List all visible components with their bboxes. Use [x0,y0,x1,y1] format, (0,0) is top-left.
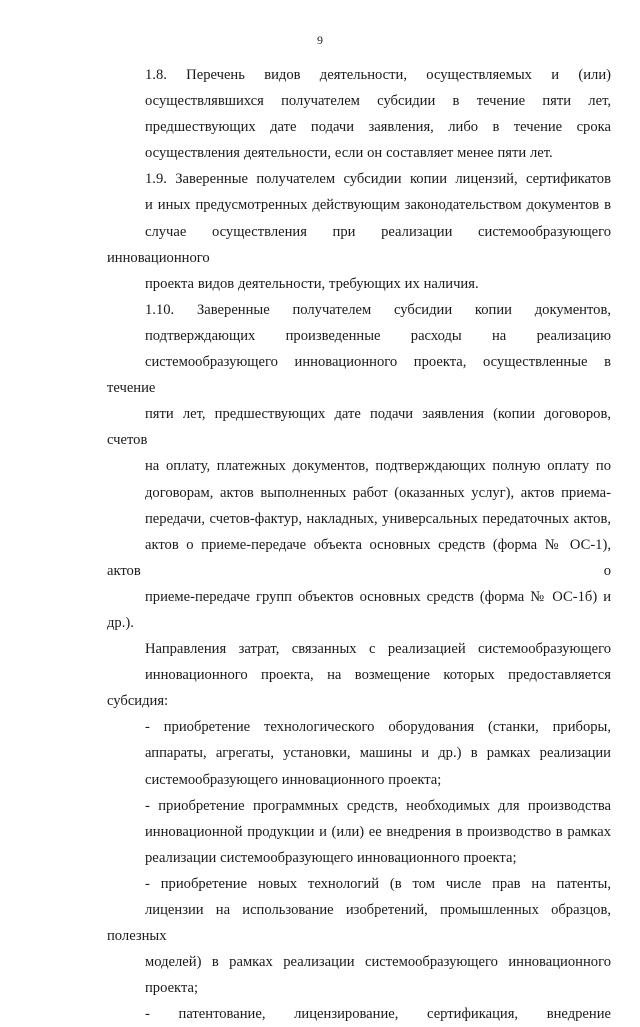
text-line: моделей) в рамках реализации системообразующего инновационного [145,954,611,971]
list-item-patenting [107,1001,611,1027]
text-line: осуществления деятельности, если он составляет менее пяти лет. [145,145,553,162]
text-line: приеме-передаче групп объектов основных средств (форма № ОС-1б) и др.). [107,588,611,631]
text-line: на оплату, платежных документов, подтверждающих полную оплату по [145,458,611,475]
text-line: 1.9. Заверенные получателем субсидии копии лицензий, сертификатов [145,171,611,188]
paragraph-1-10 [107,297,611,636]
text-line: 1.8. Перечень видов деятельности, осуществляемых и (или) [145,67,611,83]
text-line: системообразующего инновационного проекта; [145,771,442,788]
text-line: лицензии на использование изобретений, промышленных образцов, полезных [107,902,611,945]
text-line: подтверждающих произведенные расходы на реализацию [145,327,611,344]
text-line: инновационной продукции и (или) ее внедрения в производство в рамках [145,823,611,840]
text-line: осуществлявшихся получателем субсидии в течение пяти лет, [145,93,611,110]
text-line: - патентование, лицензирование, сертификация, внедрение [145,1006,611,1023]
text-line: реализации системообразующего инновационного проекта; [145,849,517,866]
paragraph-1-9 [107,166,611,296]
text-line: пяти лет, предшествующих дате подачи заявления (копии договоров, счетов [107,406,611,449]
document-body [107,62,611,1027]
text-line: Направления затрат, связанных с реализацией системообразующего [145,641,611,658]
text-line: - приобретение новых технологий (в том числе прав на патенты, [145,875,611,892]
list-item-software [107,793,611,871]
text-line: актов о приеме-передаче объекта основных средств (форма № ОС-1), актов о [107,536,611,579]
text-line: передачи, счетов-фактур, накладных, универсальных передаточных актов, [145,510,611,527]
text-line: инновационного проекта, на возмещение которых предоставляется субсидия: [107,667,611,710]
text-line: - приобретение технологического оборудования (станки, приборы, [145,719,611,736]
text-line: проекта видов деятельности, требующих их наличия. [145,275,479,292]
list-item-technologies [107,871,611,1001]
text-line: системообразующего инновационного проекта, осуществленные в течение [107,354,611,397]
page-number: 9 [317,33,323,47]
list-item-equipment [107,714,611,792]
text-line: проекта; [145,980,199,997]
paragraph-1-8 [107,62,611,166]
text-line: - приобретение программных средств, необходимых для производства [145,797,611,814]
text-line: договорам, актов выполненных работ (оказанных услуг), актов приема- [145,484,611,501]
text-line: аппараты, агрегаты, установки, машины и др.) в рамках реализации [145,745,611,762]
text-line: и иных предусмотренных действующим законодательством документов в [145,197,611,214]
paragraph-directions [107,636,611,714]
text-line: предшествующих дате подачи заявления, либо в течение срока [145,119,611,136]
text-line: 1.10. Заверенные получателем субсидии копии документов, [145,301,611,318]
text-line: случае осуществления при реализации системообразующего инновационного [107,223,611,266]
